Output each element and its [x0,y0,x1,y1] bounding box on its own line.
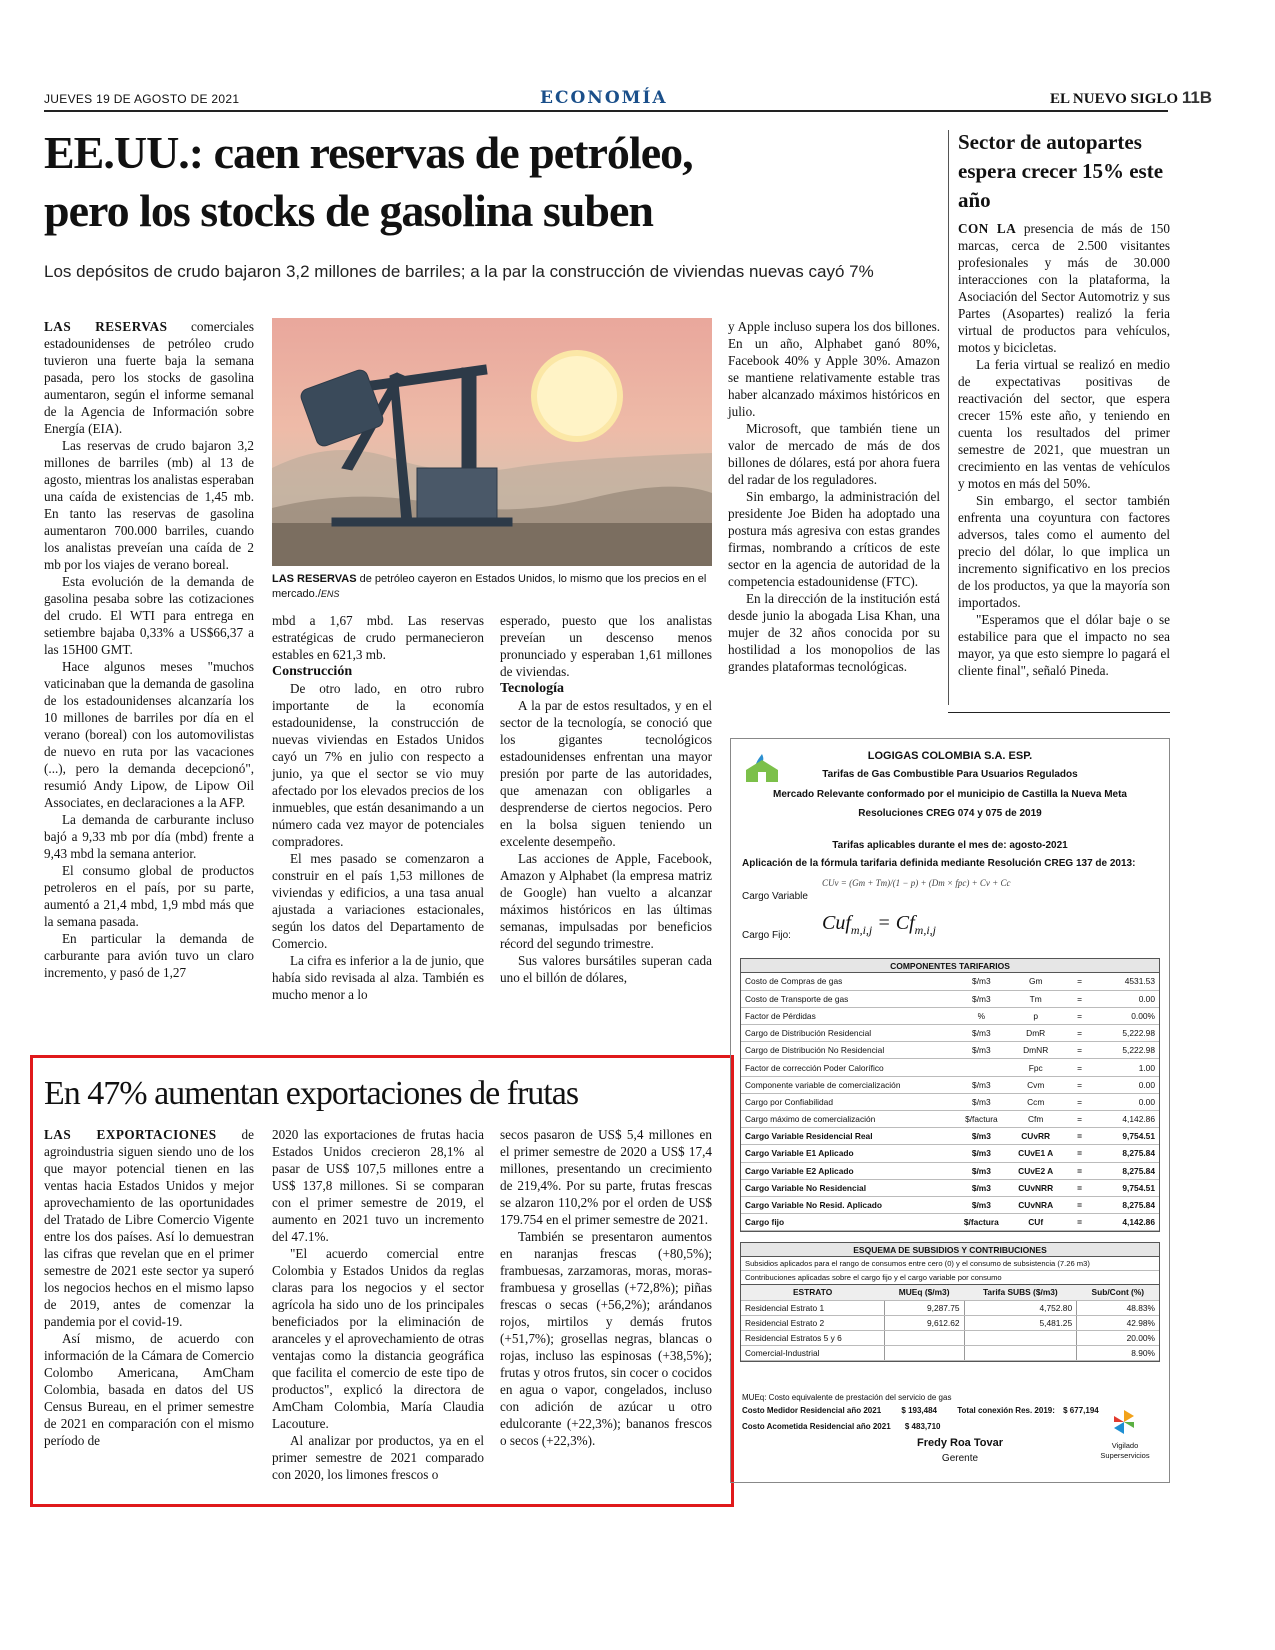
subsidy-header-cell: Tarifa SUBS ($/m3) [964,1285,1077,1300]
tariff-unit: $/m3 [958,1145,1004,1162]
cv-expression: = (Gm + Tm)/(1 − p) + (Dm × fpc) + Cv + Cc [838,878,1011,888]
subsidy-cell [884,1330,964,1345]
tariff-row [741,1214,1159,1231]
tariff-equals: = [1067,990,1092,1007]
subsidy-cell [964,1330,1077,1345]
tariff-equals: = [1067,1007,1092,1024]
tariff-value: 0.00% [1092,1007,1159,1024]
tariff-value: 5,222.98 [1092,1025,1159,1042]
tariff-symbol: CUvNRR [1004,1179,1067,1196]
caption-text: de petróleo cayeron en Estados Unidos, lo mismo que los precios en el mercado./ [272,573,707,600]
tariff-symbol: CUvNRA [1004,1196,1067,1213]
cost-medidor-label: Costo Medidor Residencial año 2021 [742,1406,882,1415]
tariff-equals: = [1067,1196,1092,1213]
paragraph: Las reservas de crudo bajaron 3,2 millones de barriles (mb) al 13 de agosto, mientras los analistas esperaban una caída de existencias de 1,45 mb. En tanto las reservas de gasolina aumentaron 700.000 barriles, cuando los analistas preveían una caída de 2 mb por los viajes de verano boreal. [44,438,254,572]
photo-credit: ENS [320,589,340,599]
ad-line-4: Tarifas aplicables durante el mes de: agosto-2021 [832,840,1068,851]
total-conexion-value: $ 677,194 [1063,1406,1099,1415]
tariff-label: Costo de Transporte de gas [741,990,958,1007]
tariff-symbol: Cfm [1004,1111,1067,1128]
tariff-value: 4531.53 [1092,973,1159,990]
tariff-unit: $/m3 [958,990,1004,1007]
ad-line-5: Aplicación de la fórmula tarifaria definida mediante Resolución CREG 137 de 2013: [742,858,1136,869]
tariff-row [741,973,1159,990]
tariff-label: Cargo fijo [741,1214,958,1231]
header-date: JUEVES 19 DE AGOSTO DE 2021 [44,92,240,106]
tariff-value: 1.00 [1092,1059,1159,1076]
paragraph: También se presentaron aumentos en naranjas frescas (+80,5%); frambuesas, zarzamoras, moras, moras-frambuesa y grosellas (+72,8%); piñas frescas o secas (+56,2%); arándanos rojos, mirtilos y demás frutos (+51,7%); grosellas negras, blancas o rojas, incluso las espinosas (+38,5%); frutas y otros frutos, sin cocer o cocidos en agua o vapor, congelados, incluso con adición de azúcar u otro edulcorante (+22,3%); bananos frescos o secos (+22,3%). [500,1229,712,1448]
tariff-value: 4,142.86 [1092,1111,1159,1128]
subsidy-cell [884,1345,964,1360]
tariff-symbol: Fpc [1004,1059,1067,1076]
tariff-equals: = [1067,1128,1092,1145]
paper-name: EL NUEVO SIGLO [1050,91,1179,107]
subsidy-cell: Residencial Estratos 5 y 6 [741,1330,884,1345]
tariff-unit: $/factura [958,1214,1004,1231]
paragraph: La feria virtual se realizó en medio de expectativas positivas de reactivación del sector, que espera crecer 15% este año, y teniendo en cuenta los resultados del primer semestre de 2021, que muestran un crecimiento en las ventas de vehículos y motos en más del 50%. [958,357,1170,491]
tariff-equals: = [1067,973,1092,990]
subsidy-cell: 20.00% [1077,1330,1159,1345]
headline-line-2: pero los stocks de gasolina suben [44,185,654,236]
fruit-column-1 [44,1126,254,1449]
ad-line-2: Mercado Relevante conformado por el municipio de Castilla la Nueva Meta [773,789,1127,800]
paragraph: La cifra es inferior a la de junio, que había sido revisada al alza. También es mucho menor a lo [272,953,484,1002]
subheading-technology: Tecnología [500,681,565,696]
tariff-equals: = [1067,1059,1092,1076]
subsidy-cell: 9,287.75 [884,1300,964,1315]
superservicios-logo [1112,1408,1136,1438]
lead-in: LAS RESERVAS [44,319,168,334]
vigilado-label: Vigilado [1111,1441,1139,1450]
tariff-unit: $/factura [958,1111,1004,1128]
tariff-value: 0.00 [1092,1093,1159,1110]
sidebar-article [958,220,1170,679]
tariff-unit: $/m3 [958,1196,1004,1213]
lead-in: LAS EXPORTACIONES [44,1127,217,1142]
cost-acometida-label: Costo Acometida Residencial año 2021 [742,1422,891,1431]
tariff-symbol: CUf [1004,1214,1067,1231]
tariff-value: 0.00 [1092,1076,1159,1093]
paragraph: "El acuerdo comercial entre Colombia y Estados Unidos da reglas claras para los negocios y el sector agrícola ha sido uno de los principales beneficiados por la eliminación de aranceles y el aprovechamiento de otras ventajas como la distancia geográfica que facilita el comercio de este tipo de productos", explicó la directora de AmCham Colombia, María Claudia Lacouture. [272,1246,484,1431]
tariff-symbol: DmNR [1004,1042,1067,1059]
tariff-value: 9,754.51 [1092,1179,1159,1196]
signer-name: Fredy Roa Tovar [917,1437,1003,1449]
paragraph: Las acciones de Apple, Facebook, Amazon y Alphabet (la empresa matriz de Google) han vuelto a alcanzar máximos históricos en las últimas semanas, impulsadas por beneficios récord del segundo trimestre. [500,851,712,951]
cf-lhs: Cuf [822,912,851,934]
article-column-2 [272,612,484,1003]
tariff-label: Cargo Variable No Residencial [741,1179,958,1196]
signer-role: Gerente [941,1453,979,1464]
subsidy-table [741,1285,1159,1361]
tariff-label: Costo de Compras de gas [741,973,958,990]
tariff-symbol: CUvE1 A [1004,1145,1067,1162]
tariff-row [741,1162,1159,1179]
tariff-equals: = [1067,1162,1092,1179]
tariff-symbol: DmR [1004,1025,1067,1042]
tariff-label: Cargo Variable No Resid. Aplicado [741,1196,958,1213]
tariff-row [741,1042,1159,1059]
subsidy-cell: Comercial-Industrial [741,1345,884,1360]
tariff-label: Cargo máximo de comercialización [741,1111,958,1128]
superservicios-label: Superservicios [1100,1451,1150,1460]
tariff-value: 8,275.84 [1092,1162,1159,1179]
tariff-value: 0.00 [1092,990,1159,1007]
tariff-value: 9,754.51 [1092,1128,1159,1145]
ad-line-3: Resoluciones CREG 074 y 075 de 2019 [858,808,1042,819]
oil-pump-photo [272,318,712,566]
tariff-unit: $/m3 [958,973,1004,990]
paragraph: Hace algunos meses "muchos vaticinaban que la demanda de gasolina de los estadounidenses alcanzaría los 10 millones de barriles por día en el verano (boreal) con los automovilistas de nuevo en ruta por las vacaciones (...), pero la demanda decepcionó", resumió Andy Lipow, de Lipow Oil Associates, en declaraciones a la AFP. [44,659,254,810]
sidebar-bottom-rule [948,712,1170,713]
paragraph: De otro lado, en otro rubro importante de la economía estadounidense, la construcción de nuevas viviendas en Estados Unidos cayó un 7% en julio con respecto a junio, ya que el sector se vio muy afectado por los elevados precios de los inmuebles, que están desanimando a un número cada vez mayor de potenciales compradores. [272,681,484,849]
tariff-label: Cargo Variable E2 Aplicado [741,1162,958,1179]
subsidy-header-cell: ESTRATO [741,1285,884,1300]
tariff-row [741,1145,1159,1162]
fruit-column-3 [500,1126,712,1449]
ad-footnote: MUEq: Costo equivalente de prestación del servicio de gas [742,1393,952,1402]
paragraph: Así mismo, de acuerdo con información de la Cámara de Comercio Colombo Americana, AmCham Colombia, basada en datos del US Census Bureau, en el primer semestre de 2021 en comparación con el mismo período de [44,1331,254,1448]
tariff-symbol: Ccm [1004,1093,1067,1110]
tariff-row [741,990,1159,1007]
paragraph: El mes pasado se comenzaron a construir en el país 1,53 millones de viviendas y edificios, a una tasa anual ajustada a variaciones estacionales, según los datos del Departamento de Comercio. [272,851,484,951]
superservicios-icon [1112,1408,1136,1438]
fruit-headline: En 47% aumentan exportaciones de frutas [44,1075,579,1112]
cost-medidor-value: $ 193,484 [901,1406,937,1415]
tariff-value: 5,222.98 [1092,1042,1159,1059]
paragraph: "Esperamos que el dólar baje o se estabilice para que el impacto no sea mayor, ya que esto siempre lo pagará el cliente final", señaló Pineda. [958,612,1170,678]
paragraph: comerciales estadounidenses de petróleo crudo tuvieron una fuerte baja la semana pasada, pero los stocks de gasolina aumentaron, según el informe semanal de la Agencia de Información sobre Energía (EIA). [44,319,254,436]
paragraph: Sin embargo, la administración del presidente Joe Biden ha adoptado una postura más agresiva con estas grandes firmas, nombrando a críticos de este sector en la agencia de autoridad de la competencia estadounidense (FTC). [728,489,940,589]
subsidy-cell: 9,612.62 [884,1315,964,1330]
cargo-variable-formula [822,878,1011,888]
tariff-equals: = [1067,1145,1092,1162]
tariff-row [741,1196,1159,1213]
tariff-unit: $/m3 [958,1076,1004,1093]
tariff-row [741,1025,1159,1042]
header-rule [44,110,1168,112]
fruit-column-2 [272,1126,484,1483]
header-paper [1050,88,1212,108]
caption-lead: LAS RESERVAS [272,573,357,585]
paragraph: El consumo global de productos petroleros en el país, por su parte, aumentó a 21,4 mbd, 1,9 mbd más que la semana pasada. [44,863,254,929]
subsidy-row [741,1300,1159,1315]
tariff-label: Cargo de Distribución Residencial [741,1025,958,1042]
tariff-row [741,1111,1159,1128]
tariff-unit: $/m3 [958,1162,1004,1179]
tariff-row [741,1128,1159,1145]
tariff-unit: $/m3 [958,1025,1004,1042]
paragraph: y Apple incluso supera los dos billones. En un año, Alphabet ganó 80%, Facebook 40% y Apple 30%. Amazon se mantiene relativamente estable tras haber alcanzado máximos históricos en julio. [728,319,940,419]
subsidy-cell [964,1345,1077,1360]
cf-rhs-sub: m,i,j [914,923,936,937]
paragraph: presencia de más de 150 marcas, cerca de 2.500 visitantes profesionales y más de 30.000 interacciones con la plataforma, la Asociación del Sector Automotriz y sus Partes (Asopartes) realizó la feria virtual de productos para vehículos, motos y bicicletas. [958,221,1170,355]
tariff-equals: = [1067,1179,1092,1196]
paragraph: Sin embargo, el sector también enfrenta una coyuntura con factores adversos, tales como el aumento del precio del dólar, lo que implica un incremento significativo en los precios de los productos, ya que la mayoría son importados. [958,493,1170,610]
subsidy-cell: 42.98% [1077,1315,1159,1330]
subsidy-row [741,1315,1159,1330]
tariff-value: 8,275.84 [1092,1145,1159,1162]
subsidy-cell: 5,481.25 [964,1315,1077,1330]
tariff-label: Factor de corrección Poder Calorífico [741,1059,958,1076]
tariff-equals: = [1067,1214,1092,1231]
subsidy-cell: Residencial Estrato 2 [741,1315,884,1330]
cf-rhs: = Cf [872,912,915,934]
ad-company: LOGIGAS COLOMBIA S.A. ESP. [867,750,1033,762]
total-conexion-label: Total conexión Res. 2019: [957,1406,1055,1415]
tariff-row [741,1007,1159,1024]
paragraph: Esta evolución de la demanda de gasolina pesaba sobre las cotizaciones del crudo. El WTI para entrega en setiembre bajaba 0,33% a US$66,37 a las 15H00 GMT. [44,574,254,657]
article-column-1 [44,318,254,981]
subsidy-cell: Residencial Estrato 1 [741,1300,884,1315]
subsidy-cell: 48.83% [1077,1300,1159,1315]
tariff-equals: = [1067,1042,1092,1059]
tariff-equals: = [1067,1025,1092,1042]
cv-symbol: CUv [822,878,839,888]
tariff-value: 4,142.86 [1092,1214,1159,1231]
paragraph: Al analizar por productos, ya en el primer semestre de 2021 comparado con 2020, los limones frescos o [272,1433,484,1482]
photo-illustration [272,318,712,566]
subsidy-header-cell: Sub/Cont (%) [1077,1285,1159,1300]
subsidy-table-wrap [740,1242,1160,1362]
subsidy-note-1: Subsidios aplicados para el rango de consumos entre cero (0) y el consumo de subsistencia (7.26 m3) [741,1257,1159,1271]
components-table [741,973,1159,1231]
paragraph: En particular la demanda de carburante para avión tuvo un claro incremento, y pasó de 1,27 [44,931,254,980]
cf-lhs-sub: m,i,j [850,923,873,937]
subsidy-note-2: Contribuciones aplicadas sobre el cargo fijo y el cargo variable por consumo [741,1271,1159,1285]
cargo-fijo-label: Cargo Fijo: [742,930,791,941]
article-column-4 [728,318,940,675]
lead-in: CON LA [958,221,1017,236]
paragraph: 2020 las exportaciones de frutas hacia Estados Unidos crecieron 28,1% al pasar de US$ 107,5 millones entre a US$ 137,8 millones. Si se comparan con el primer semestre de 2019, el aumento en 2021 tuvo un incremento del 47.1%. [272,1127,484,1244]
tariff-unit: $/m3 [958,1179,1004,1196]
tariff-label: Factor de Pérdidas [741,1007,958,1024]
tariff-label: Cargo Variable E1 Aplicado [741,1145,958,1162]
cargo-fijo-formula [822,912,936,938]
tariff-equals: = [1067,1093,1092,1110]
column-divider [948,130,949,705]
tariff-label: Cargo de Distribución No Residencial [741,1042,958,1059]
sidebar-title: Sector de autopartes espera crecer 15% este año [958,130,1164,212]
tariff-label: Componente variable de comercialización [741,1076,958,1093]
tariff-row [741,1059,1159,1076]
tariff-row [741,1076,1159,1093]
subsidy-cell: 4,752.80 [964,1300,1077,1315]
tariff-symbol: Gm [1004,973,1067,990]
tariff-unit: $/m3 [958,1128,1004,1145]
tariff-row [741,1093,1159,1110]
tariff-symbol: Tm [1004,990,1067,1007]
tariff-symbol: Cvm [1004,1076,1067,1093]
subsidy-cell: 8.90% [1077,1345,1159,1360]
cost-acometida-value: $ 483,710 [904,1422,941,1431]
paragraph: secos pasaron de US$ 5,4 millones en el primer semestre de 2020 a US$ 17,4 millones, presentando un crecimiento de 219,4%. Por su parte, frutas frescas se alzaron 110,2% por el orden de US$ 179.754 en el primer semestre de 2021. [500,1127,712,1227]
tariff-unit: % [958,1007,1004,1024]
components-title: COMPONENTES TARIFARIOS [741,959,1159,973]
ad-cost-1 [742,1406,1099,1415]
subsidy-title: ESQUEMA DE SUBSIDIOS Y CONTRIBUCIONES [741,1243,1159,1257]
tariff-unit [958,1059,1004,1076]
subsidy-row [741,1345,1159,1360]
tariff-equals: = [1067,1111,1092,1128]
page-number: 11B [1181,88,1213,107]
tariff-unit: $/m3 [958,1042,1004,1059]
components-table-wrap [740,958,1160,1232]
subsidy-header-cell: MUEq ($/m3) [884,1285,964,1300]
paragraph: de agroindustria siguen siendo uno de los que mayor potencial tienen en las ventas hacia Estados Unidos y mejor aprovechamiento de las oportunidades del Tratado de Libre Comercio Vigente entre los dos países. Así lo demuestran las cifras que revelan que en el primer semestre de 2021 este sector ya superó los negocios hechos en el mismo lapso de 2019, antes de comenzar la pandemia por el covid-19. [44,1127,254,1329]
header-section: ECONOMÍA [540,88,668,108]
paragraph: Microsoft, que también tiene un valor de mercado de más de dos billones de dólares, está por ahora fuera del radar de los reguladores. [728,421,940,487]
tariff-label: Cargo por Confiabilidad [741,1093,958,1110]
tariff-unit: $/m3 [958,1093,1004,1110]
tariff-symbol: CUvRR [1004,1128,1067,1145]
tariff-label: Cargo Variable Residencial Real [741,1128,958,1145]
subheading-construction: Construcción [272,664,353,679]
cargo-variable-label: Cargo Variable [742,891,808,902]
article-column-3 [500,612,712,986]
paragraph: mbd a 1,67 mbd. Las reservas estratégicas de crudo permanecieron estables en 621,3 mb. [272,613,484,662]
tariff-symbol: p [1004,1007,1067,1024]
paragraph: esperado, puesto que los analistas preveían un descenso menos pronunciado y esperaban 1,61 millones de viviendas. [500,613,712,679]
tariff-equals: = [1067,1076,1092,1093]
headline-line-1: EE.UU.: caen reservas de petróleo, [44,127,693,178]
paragraph: La demanda de carburante incluso bajó a 9,33 mb por día (mbd) frente a 9,43 mbd la semana anterior. [44,812,254,861]
ad-cost-2 [742,1422,940,1431]
tariff-symbol: CUvE2 A [1004,1162,1067,1179]
ad-line-1: Tarifas de Gas Combustible Para Usuarios Regulados [822,769,1078,780]
subsidy-row [741,1330,1159,1345]
headline-deck: Los depósitos de crudo bajaron 3,2 millones de barriles; a la par la construcción de viviendas nuevas cayó 7% [44,262,874,281]
paragraph: A la par de estos resultados, y en el sector de la tecnología, se conoció que los gigantes tecnológicos estadounidenses enfrentan una mayor presión por parte de las autoridades, que amenazan con obligarles a desprenderse de ciertos negocios. Pero en la bolsa siguen teniendo un excelente desempeño. [500,698,712,849]
paragraph: Sus valores bursátiles superan cada uno el billón de dólares, [500,953,712,985]
tariff-row [741,1179,1159,1196]
paragraph: En la dirección de la institución está desde junio la abogada Lisa Khan, una mujer de 32 años conocida por su hostilidad a los monopolios de las grandes plataformas tecnológicas. [728,591,940,674]
photo-caption [272,572,712,602]
tariff-value: 8,275.84 [1092,1196,1159,1213]
